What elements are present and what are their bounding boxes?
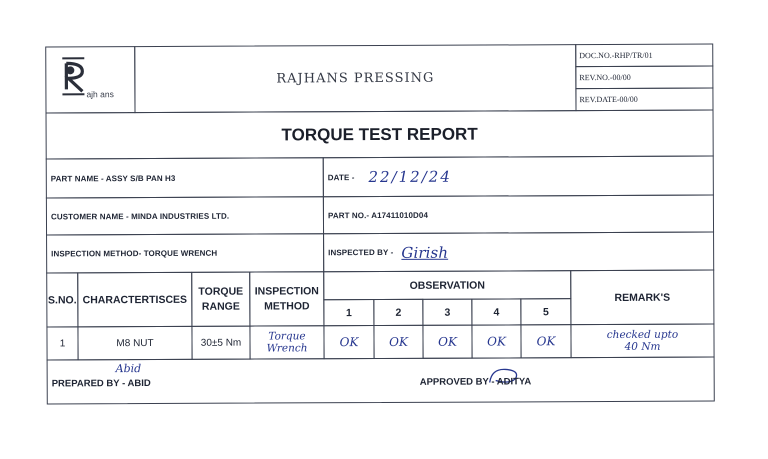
observation-number: 3: [422, 299, 472, 326]
inspection-method-header: INSPECTION METHOD: [249, 271, 324, 326]
prepared-by: PREPARED BY - ABID: [51, 378, 151, 390]
rev-date-cell: [575, 88, 713, 112]
rev-no: REV.NO.-00/00: [579, 72, 631, 83]
torque-test-report-form: [45, 44, 715, 405]
inspected-by-signature: Girish: [401, 243, 449, 262]
rev-no-cell: [575, 66, 713, 90]
torque-range-header: TORQUE RANGE: [191, 272, 250, 327]
observation-header: OBSERVATION: [323, 270, 571, 300]
approved-by: APPROVED BY - ADITYA: [419, 376, 532, 388]
footer-cell: [47, 357, 715, 405]
row-torque-range: 30±5 Nm: [191, 326, 250, 360]
company-name-cell: [134, 44, 576, 113]
row-characteristic: M8 NUT: [77, 326, 192, 361]
date-value: 22/12/24: [368, 167, 452, 187]
observation-value: OK: [422, 325, 472, 359]
part-name-cell: [46, 157, 324, 198]
remarks-header: REMARK'S: [570, 270, 714, 326]
company-name: RAJHANS PRESSING: [276, 70, 435, 87]
report-title: TORQUE TEST REPORT: [281, 124, 478, 144]
observation-number: 1: [323, 299, 374, 326]
customer-name-cell: [46, 196, 324, 235]
doc-no-cell: [575, 44, 713, 68]
inspection-method-cell: [46, 233, 324, 273]
observation-number: 2: [373, 299, 423, 326]
row-sno: 1: [46, 326, 78, 360]
row-inspection-method: Torque Wrench: [249, 325, 324, 359]
date-cell: [323, 156, 714, 198]
observation-value: OK: [373, 325, 423, 359]
observation-number: 5: [520, 298, 571, 325]
logo-text: ajh ans: [86, 89, 114, 100]
observation-value: OK: [520, 324, 571, 358]
doc-no: DOC.NO.-RHP/TR/01: [579, 50, 653, 61]
inspected-by-cell: [323, 232, 714, 273]
customer-name: CUSTOMER NAME - MINDA INDUSTRIES LTD.: [50, 211, 230, 221]
part-no: PART NO.- A17411010D04: [327, 210, 429, 220]
characteristics-header: CHARACTERTISCES: [77, 272, 192, 328]
title-cell: [46, 110, 714, 160]
observation-value: OK: [471, 324, 521, 358]
rev-date: REV.DATE-00/00: [579, 94, 638, 105]
inspection-method: INSPECTION METHOD- TORQUE WRENCH: [51, 248, 218, 259]
prepared-by-signature: Abid: [115, 362, 142, 376]
logo-cell: [45, 46, 135, 113]
observation-number: 4: [471, 298, 521, 325]
observation-value: OK: [323, 325, 374, 359]
inspected-by-label: INSPECTED BY -: [328, 247, 394, 258]
part-no-cell: [323, 195, 714, 235]
rajhans-logo-icon: [60, 55, 86, 99]
part-name: PART NAME - ASSY S/B PAN H3: [50, 173, 176, 183]
date-label: DATE -: [327, 172, 355, 182]
sno-header: S.NO.: [46, 272, 78, 327]
row-remarks: checked upto 40 Nm: [570, 324, 714, 359]
